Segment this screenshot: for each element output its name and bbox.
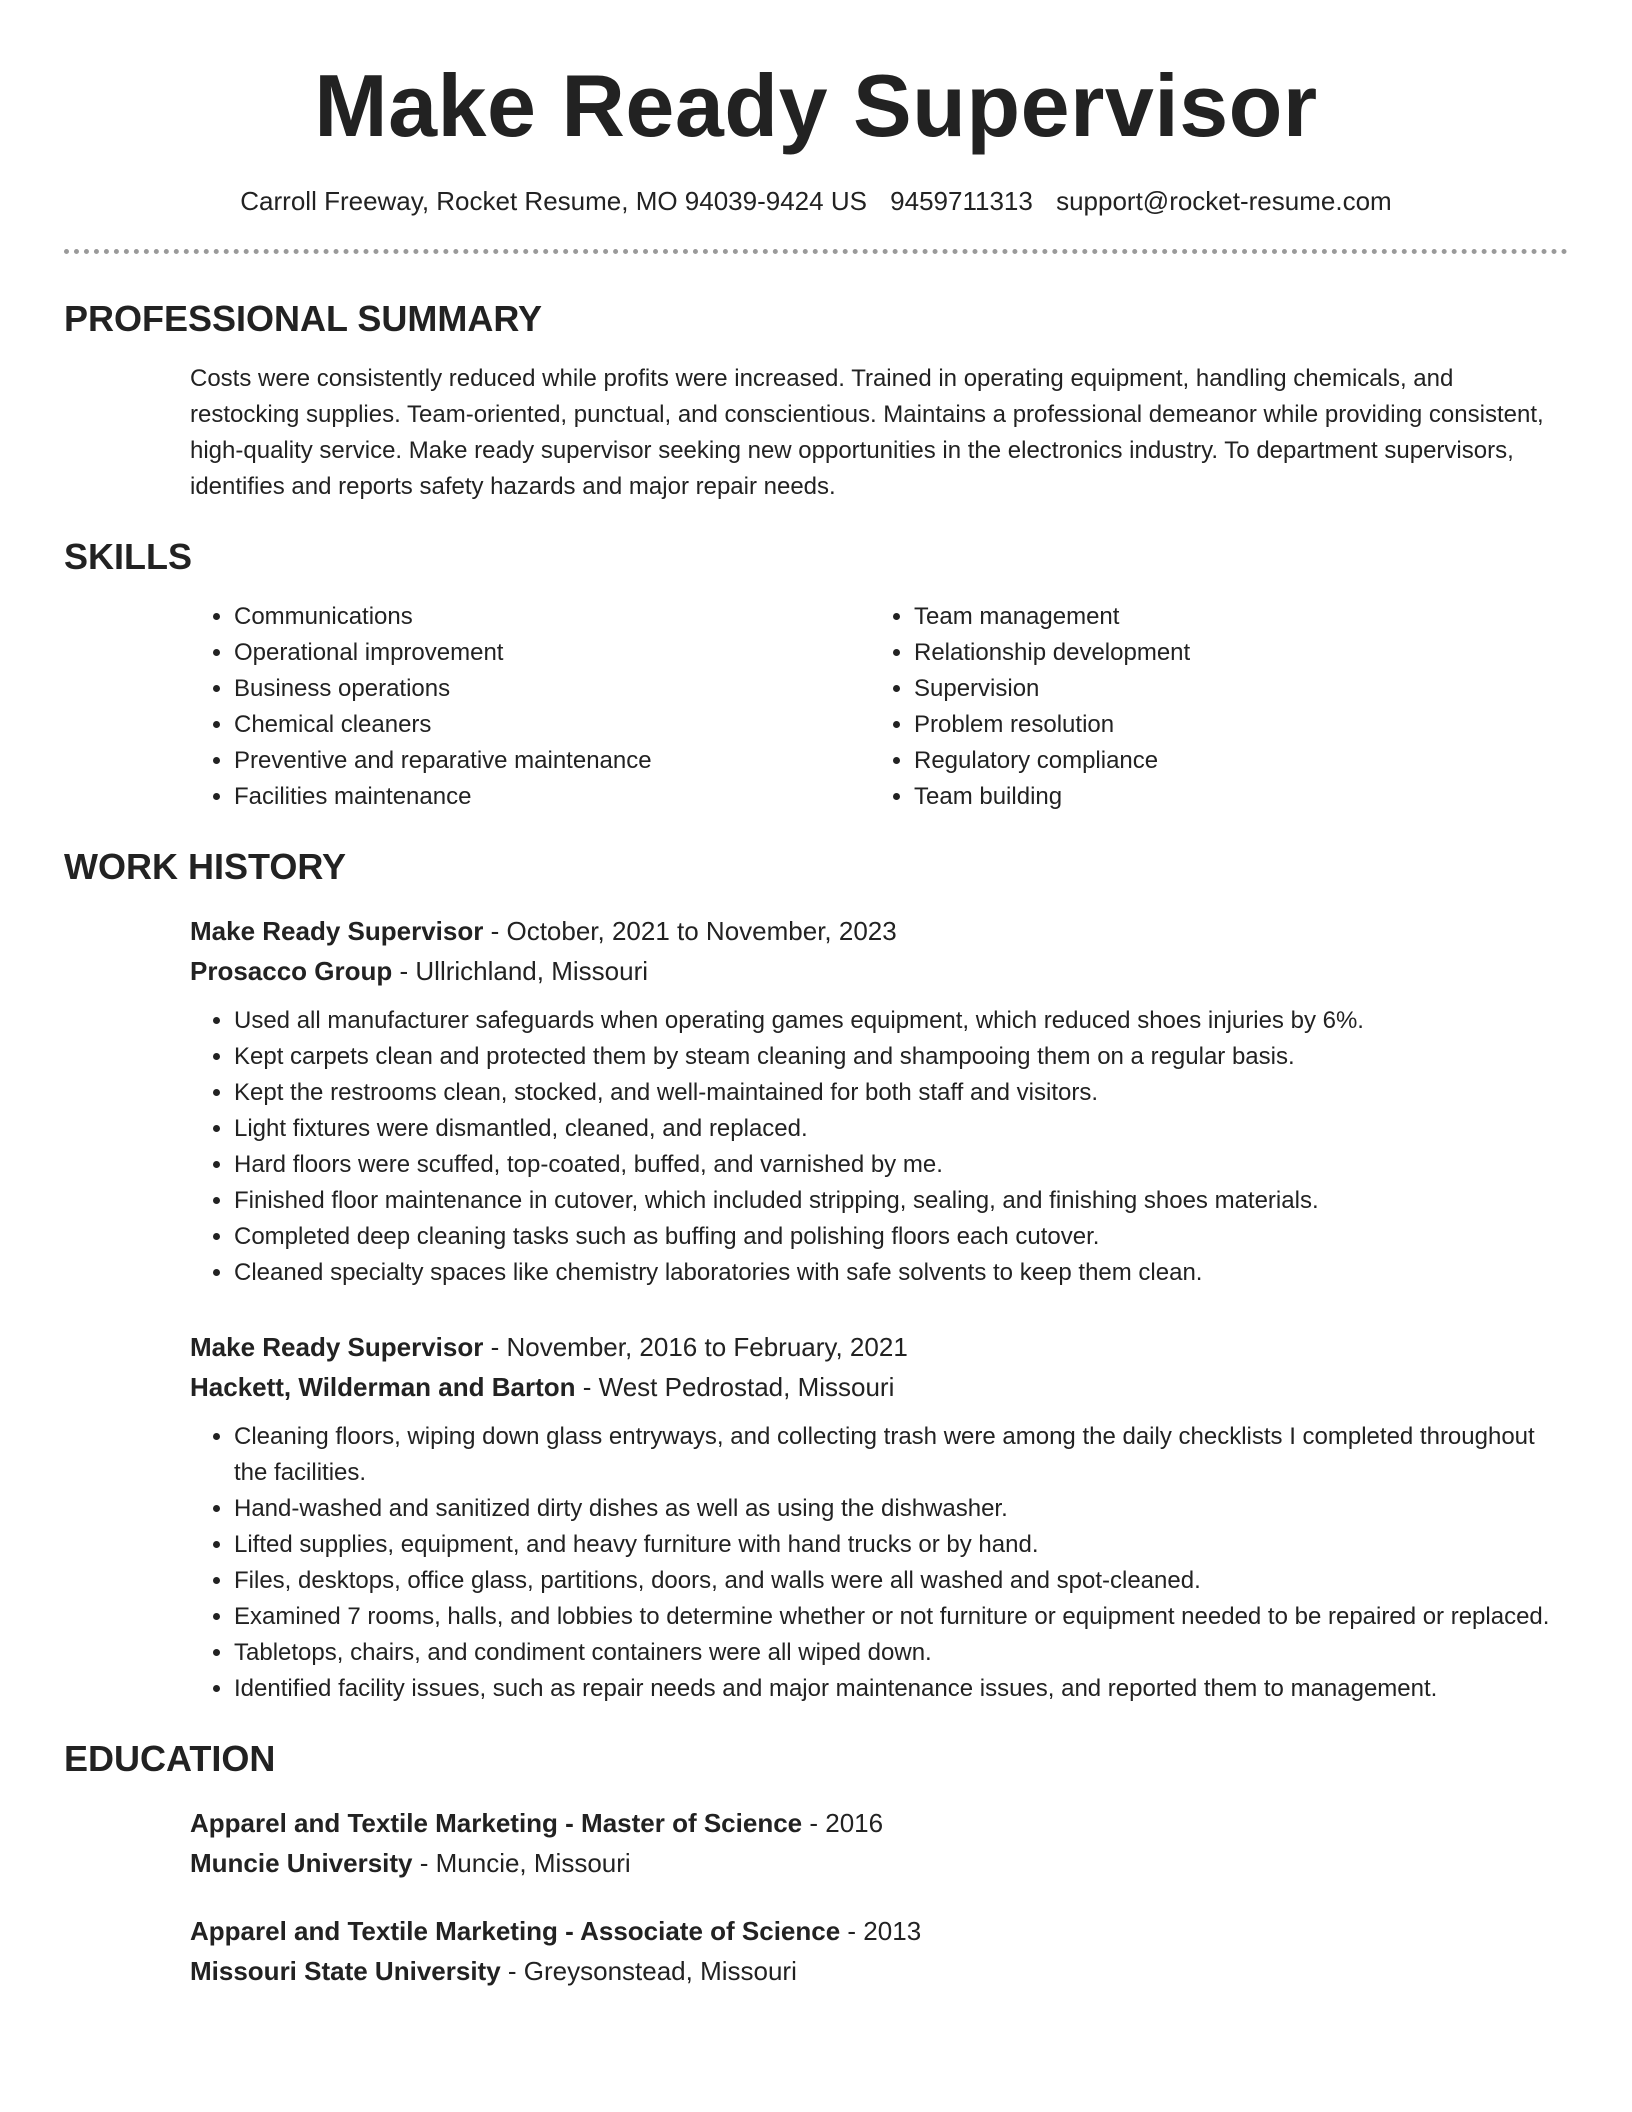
summary-text: Costs were consistently reduced while profits were increased. Trained in operating equipment, handling chemicals, and restocking supplies. Team-oriented, punctual, and conscientious. Maintains a professional demeanor while providing consistent, high-quality service. Make ready supervisor seeking new opportunities in the electronics industry. To department supervisors, identifies and reports safety hazards and major repair needs. [190, 365, 1544, 500]
job-bullet: • Kept the restrooms clean, stocked, and well-maintained for both staff and visitors. [234, 1075, 1568, 1111]
skill-item: • Chemical cleaners [234, 707, 870, 743]
job-role-line [190, 911, 1568, 951]
skill-item: • Team management [914, 599, 1550, 635]
job-role-line [190, 1327, 1568, 1367]
degree-name: Apparel and Textile Marketing - Master of Science [190, 1808, 803, 1838]
job-role: Make Ready Supervisor [190, 1332, 484, 1362]
job-bullet: • Lifted supplies, equipment, and heavy furniture with hand trucks or by hand. [234, 1527, 1568, 1563]
job-bullets [190, 1419, 1568, 1707]
education-heading: EDUCATION [64, 1738, 276, 1779]
job-bullet: • Used all manufacturer safeguards when operating games equipment, which reduced shoes injuries by 6%. [234, 1003, 1568, 1039]
job-location: - West Pedrostad, Missouri [575, 1372, 895, 1402]
job-company-line [190, 1367, 1568, 1407]
skills-grid [190, 599, 1568, 815]
skill-item: • Business operations [234, 671, 870, 707]
degree-name: Apparel and Textile Marketing - Associate of Science [190, 1916, 841, 1946]
job-bullet: • Hand-washed and sanitized dirty dishes as well as using the dishwasher. [234, 1491, 1568, 1527]
school-location: - Muncie, Missouri [412, 1848, 631, 1878]
degree-line [190, 1911, 1568, 1951]
skill-item: • Team building [914, 779, 1550, 815]
work-history-heading: WORK HISTORY [64, 846, 347, 887]
candidate-name: Make Ready Supervisor [314, 56, 1318, 155]
skills-list-left [190, 599, 870, 815]
job-bullet: • Files, desktops, office glass, partitions, doors, and walls were all washed and spot-cleaned. [234, 1563, 1568, 1599]
job-bullet: • Light fixtures were dismantled, cleaned, and replaced. [234, 1111, 1568, 1147]
school-line [190, 1843, 1568, 1883]
job-company-line [190, 951, 1568, 991]
summary-heading: PROFESSIONAL SUMMARY [64, 298, 543, 339]
skill-item: • Relationship development [914, 635, 1550, 671]
school-location: - Greysonstead, Missouri [500, 1956, 797, 1986]
degree-year: - 2016 [802, 1808, 884, 1838]
skills-heading: SKILLS [64, 536, 193, 577]
header-divider [64, 249, 1568, 254]
job-bullet: • Cleaning floors, wiping down glass entryways, and collecting trash were among the daily checklists I completed throughout the facilities. [234, 1419, 1568, 1491]
job-entry [190, 911, 1568, 1291]
contact-phone: 9459711313 [890, 186, 1033, 216]
skills-list-right [870, 599, 1550, 815]
education-entry [190, 1803, 1568, 1883]
job-bullet: • Identified facility issues, such as repair needs and major maintenance issues, and reported them to management. [234, 1671, 1568, 1707]
job-bullet: • Hard floors were scuffed, top-coated, buffed, and varnished by me. [234, 1147, 1568, 1183]
job-bullet: • Tabletops, chairs, and condiment containers were all wiped down. [234, 1635, 1568, 1671]
job-entry [190, 1327, 1568, 1707]
contact-address: Carroll Freeway, Rocket Resume, MO 94039-9424 US [240, 186, 867, 216]
school-name: Missouri State University [190, 1956, 501, 1986]
job-bullet: • Examined 7 rooms, halls, and lobbies to determine whether or not furniture or equipment needed to be repaired or replaced. [234, 1599, 1568, 1635]
contact-email: support@rocket-resume.com [1056, 186, 1392, 216]
skill-item: • Problem resolution [914, 707, 1550, 743]
school-line [190, 1951, 1568, 1991]
school-name: Muncie University [190, 1848, 413, 1878]
education-entry [190, 1911, 1568, 1991]
job-company: Hackett, Wilderman and Barton [190, 1372, 576, 1402]
contact-line [64, 184, 1568, 218]
degree-line [190, 1803, 1568, 1843]
job-bullets [190, 1003, 1568, 1291]
job-bullet: • Completed deep cleaning tasks such as buffing and polishing floors each cutover. [234, 1219, 1568, 1255]
job-bullet: • Finished floor maintenance in cutover, which included stripping, sealing, and finishing shoes materials. [234, 1183, 1568, 1219]
skill-item: • Communications [234, 599, 870, 635]
job-bullet: • Kept carpets clean and protected them by steam cleaning and shampooing them on a regular basis. [234, 1039, 1568, 1075]
job-role: Make Ready Supervisor [190, 916, 484, 946]
degree-year: - 2013 [840, 1916, 922, 1946]
job-company: Prosacco Group [190, 956, 393, 986]
skill-item: • Preventive and reparative maintenance [234, 743, 870, 779]
skill-item: • Operational improvement [234, 635, 870, 671]
job-dates: - November, 2016 to February, 2021 [483, 1332, 908, 1362]
skill-item: • Supervision [914, 671, 1550, 707]
skill-item: • Regulatory compliance [914, 743, 1550, 779]
job-dates: - October, 2021 to November, 2023 [483, 916, 897, 946]
job-location: - Ullrichland, Missouri [392, 956, 649, 986]
job-bullet: • Cleaned specialty spaces like chemistry laboratories with safe solvents to keep them clean. [234, 1255, 1568, 1291]
skill-item: • Facilities maintenance [234, 779, 870, 815]
